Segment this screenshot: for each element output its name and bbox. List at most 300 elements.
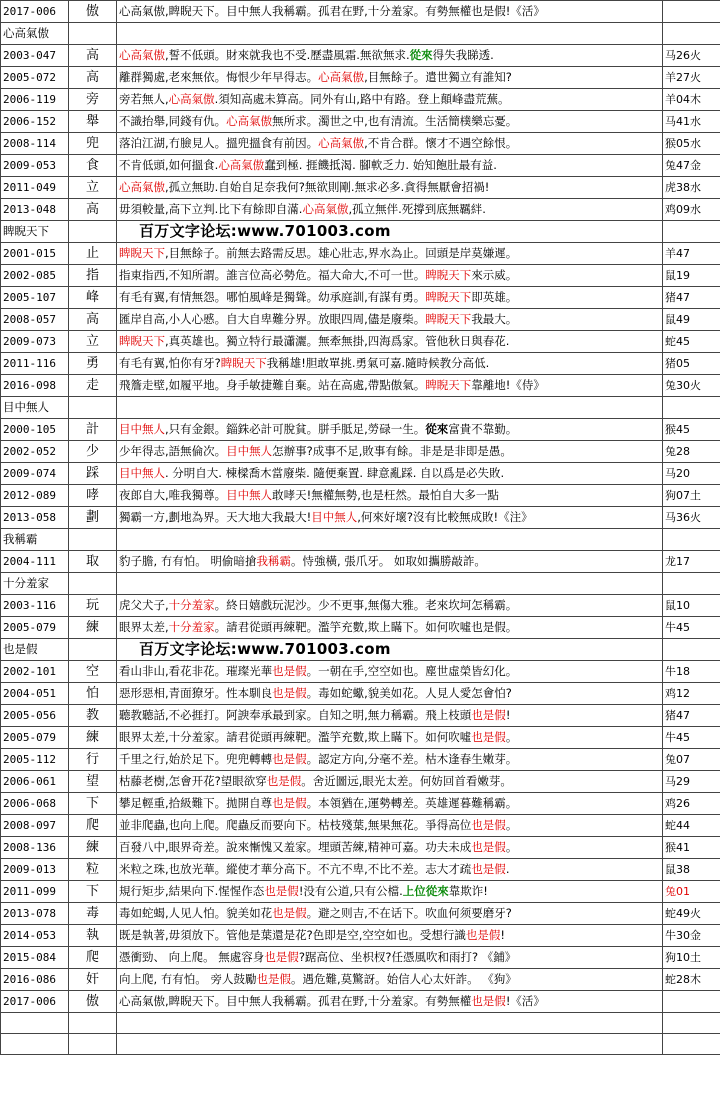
zodiac-sign: 马26火 — [663, 45, 720, 67]
key-character: 止 — [69, 243, 117, 265]
verse-segment: 睥睨天下 — [425, 312, 472, 326]
issue-id: 2009-074 — [1, 463, 69, 485]
table-row — [1, 573, 720, 595]
verse-segment: 也是假 — [465, 928, 501, 942]
verse-segment: 我稱霸 — [256, 554, 291, 568]
key-character: 玩 — [69, 595, 117, 617]
zodiac-sign: 马41水 — [663, 111, 720, 133]
issue-id: 2005-112 — [1, 749, 69, 771]
section-title: 睥睨天下 — [1, 221, 69, 243]
blank-cell — [69, 639, 117, 661]
verse-segment: ,真英雄也。獨立特行最瀟灑。無牽無掛,四海爲家。管他秋日與春花. — [165, 334, 510, 348]
verse-segment: ,孤立無助.自始自足奈我何?無欲則剛.無求必多.貪得無厭會招禍! — [165, 180, 490, 194]
key-character: 哮 — [69, 485, 117, 507]
table-row — [1, 287, 720, 309]
table-row — [1, 1034, 720, 1055]
zodiac-sign: 猪05 — [663, 353, 720, 375]
table-row — [1, 485, 720, 507]
blank-cell — [69, 1013, 117, 1034]
verse-segment: 蠢到極. 捱饑抵渴. 腳軟乏力. 始知飽肚最有益. — [264, 158, 497, 172]
verse-segment: 夜郎自大,唯我獨尊。 — [119, 488, 227, 502]
verse-segment: 睥睨天下 — [119, 334, 165, 348]
forum-banner: 百万文字论坛:www.701003.com — [117, 639, 663, 661]
issue-id: 2006-152 — [1, 111, 69, 133]
table-row — [1, 375, 720, 397]
issue-id: 2016-098 — [1, 375, 69, 397]
issue-id: 2005-072 — [1, 67, 69, 89]
blank-cell — [117, 573, 663, 595]
verse-segment: 。 — [505, 730, 518, 744]
verse-text — [117, 463, 663, 485]
verse-segment: 從來 — [425, 422, 449, 436]
key-character: 粒 — [69, 859, 117, 881]
verse-segment: 惡形惡相,青面獠牙。性本馴良 — [119, 686, 273, 700]
issue-id: 2006-068 — [1, 793, 69, 815]
key-character: 高 — [69, 199, 117, 221]
issue-id: 2008-136 — [1, 837, 69, 859]
blank-cell — [663, 23, 720, 45]
blank-cell — [663, 397, 720, 419]
table-row — [1, 463, 720, 485]
blank-cell — [117, 23, 663, 45]
verse-segment: 枯藤老樹,怎會开花?望眼欲穿 — [119, 774, 267, 788]
table-row — [1, 991, 720, 1013]
issue-id: 2005-056 — [1, 705, 69, 727]
verse-segment: 也是假 — [471, 862, 506, 876]
blank-cell — [69, 1034, 117, 1055]
zodiac-sign: 马20 — [663, 463, 720, 485]
verse-text — [117, 155, 663, 177]
table-row — [1, 177, 720, 199]
table-row — [1, 155, 720, 177]
verse-segment: ,何來好壞?沒有比較無成敗!《注》 — [357, 510, 533, 524]
key-character: 踩 — [69, 463, 117, 485]
table-row — [1, 111, 720, 133]
issue-id: 2017-006 — [1, 991, 69, 1013]
verse-segment: 落泊江湖,冇臉見人。搵兜搵食有前因。 — [119, 136, 319, 150]
issue-id: 2015-084 — [1, 947, 69, 969]
verse-text — [117, 837, 663, 859]
blank-cell — [69, 573, 117, 595]
key-character: 傲 — [69, 1, 117, 23]
zodiac-sign: 牛30金 — [663, 925, 720, 947]
verse-segment: 目中無人 — [226, 444, 273, 458]
issue-id: 2005-107 — [1, 287, 69, 309]
verse-segment: 攀足輕重,拾級難下。拋開自尊 — [119, 796, 273, 810]
verse-text — [117, 903, 663, 925]
zodiac-sign: 猴45 — [663, 419, 720, 441]
verse-segment: 規行矩步,結果向下.惺惺作态 — [119, 884, 265, 898]
verse-segment: 心高氣傲 — [168, 92, 215, 106]
verse-segment: 離群獨處,老來無依。悔恨少年早得志。 — [119, 70, 319, 84]
zodiac-sign: 羊47 — [663, 243, 720, 265]
key-character: 高 — [69, 45, 117, 67]
verse-segment: 指東指西,不知所謂。誰言位高必勢危。福大命大,不可一世。 — [119, 268, 426, 282]
verse-text — [117, 485, 663, 507]
verse-segment: 毒如蛇蝎,人见人怕。貌美如花 — [119, 906, 273, 920]
table-row — [1, 969, 720, 991]
blank-cell — [69, 221, 117, 243]
table-row — [1, 45, 720, 67]
verse-segment: 千里之行,始於足下。兜兜轉轉 — [119, 752, 273, 766]
verse-segment: 也是假 — [264, 884, 299, 898]
zodiac-sign: 猴05水 — [663, 133, 720, 155]
issue-id: 2002-101 — [1, 661, 69, 683]
blank-cell — [663, 1034, 720, 1055]
verse-segment: 飛簷走壁,如履平地。身手敏捷難自棄。站在高處,帶點傲氣。 — [119, 378, 426, 392]
verse-segment: 怎辦事?成事不足,敗事有餘。非是是非即是愚。 — [272, 444, 512, 458]
verse-text — [117, 969, 663, 991]
verse-segment: 也是假 — [264, 950, 299, 964]
verse-segment: 。請君從頭再練靶。濫竽充數,欺上瞞下。如何吹噓也是假。 — [214, 620, 518, 634]
verse-text — [117, 749, 663, 771]
zodiac-sign: 牛18 — [663, 661, 720, 683]
key-character: 奸 — [69, 969, 117, 991]
issue-id: 2008-114 — [1, 133, 69, 155]
verse-segment: 也是假 — [272, 752, 307, 766]
issue-id: 2003-116 — [1, 595, 69, 617]
verse-segment: 心高氣傲 — [302, 202, 349, 216]
issue-id: 2017-006 — [1, 1, 69, 23]
verse-segment: 。一朝在手,空空如也。塵世虛榮皆幻化。 — [306, 664, 518, 678]
zodiac-sign: 狗10土 — [663, 947, 720, 969]
zodiac-sign: 羊27火 — [663, 67, 720, 89]
verse-segment: 十分羞家 — [168, 598, 215, 612]
verse-segment: 。認定方向,分毫不差。枯木逢春生嫩芽。 — [306, 752, 518, 766]
key-character: 行 — [69, 749, 117, 771]
verse-segment: 也是假 — [471, 818, 506, 832]
table-row — [1, 925, 720, 947]
issue-id: 2002-085 — [1, 265, 69, 287]
blank-cell — [69, 23, 117, 45]
table-row — [1, 419, 720, 441]
verse-segment: 心高氣傲 — [318, 70, 365, 84]
verse-segment: 得失我睇透. — [432, 48, 494, 62]
table-row — [1, 199, 720, 221]
key-character: 爬 — [69, 947, 117, 969]
verse-segment: 心高氣傲 — [318, 136, 365, 150]
verse-text — [117, 617, 663, 639]
table-row — [1, 529, 720, 551]
verse-segment: ,孤立無伴.死撐到底無羈絆. — [348, 202, 486, 216]
verse-segment: 不識抬舉,同錢有仇。 — [119, 114, 227, 128]
table-row — [1, 353, 720, 375]
verse-text — [117, 199, 663, 221]
verse-text — [117, 661, 663, 683]
verse-segment: 。避之则吉,不在话下。吹血何须要磨牙? — [306, 906, 512, 920]
key-character: 毒 — [69, 903, 117, 925]
verse-segment: !《活》 — [505, 994, 545, 1008]
table-row — [1, 793, 720, 815]
verse-segment: 我最大。 — [471, 312, 518, 326]
key-character: 指 — [69, 265, 117, 287]
verse-segment: 我稱雄!胆敢單挑.勇氣可嘉.隨時候教分高低. — [266, 356, 490, 370]
verse-segment: 目中無人 — [119, 422, 165, 436]
issue-id: 2011-116 — [1, 353, 69, 375]
verse-segment: 也是假 — [272, 906, 307, 920]
verse-text — [117, 595, 663, 617]
verse-text — [117, 815, 663, 837]
zodiac-sign: 猪47 — [663, 705, 720, 727]
table-row — [1, 133, 720, 155]
key-character: 高 — [69, 67, 117, 89]
table-row — [1, 837, 720, 859]
zodiac-sign: 狗07土 — [663, 485, 720, 507]
table-row — [1, 771, 720, 793]
blank-cell — [663, 639, 720, 661]
section-title: 我稱霸 — [1, 529, 69, 551]
key-character: 高 — [69, 309, 117, 331]
verse-segment: 心高氣傲 — [226, 114, 273, 128]
verse-text — [117, 89, 663, 111]
zodiac-sign: 兔28 — [663, 441, 720, 463]
key-character: 教 — [69, 705, 117, 727]
verse-segment: 睥睨天下 — [425, 378, 472, 392]
verse-text — [117, 793, 663, 815]
section-title: 目中無人 — [1, 397, 69, 419]
verse-segment: 上位從來 — [402, 884, 449, 898]
issue-id: 2000-105 — [1, 419, 69, 441]
verse-segment: 睥睨天下 — [425, 290, 472, 304]
verse-text — [117, 375, 663, 397]
key-character: 下 — [69, 881, 117, 903]
verse-segment: ,只有金銀。錙銖必計可脫貧。胼手胝足,勞碌一生。 — [165, 422, 426, 436]
verse-text — [117, 551, 663, 573]
forum-banner: 百万文字论坛:www.701003.com — [117, 221, 663, 243]
verse-segment: 也是假 — [272, 686, 307, 700]
issue-id: 2011-099 — [1, 881, 69, 903]
verse-segment: 即英雄。 — [471, 290, 518, 304]
verse-segment: 目中無人 — [119, 466, 165, 480]
verse-segment: 並非爬蟲,也向上爬。爬蟲反而要向下。枯枝殘葉,無果無花。爭得高位 — [119, 818, 472, 832]
zodiac-sign: 兔07 — [663, 749, 720, 771]
verse-segment: 心高氣傲,睥睨天下。目中無人我稱霸。孤君在野,十分羞家。有勢無權 — [119, 994, 472, 1008]
section-title: 也是假 — [1, 639, 69, 661]
verse-segment: 十分羞家 — [168, 620, 215, 634]
verse-segment: 靠離地!《侍》 — [471, 378, 545, 392]
verse-segment: 目中無人 — [311, 510, 358, 524]
verse-segment: 。恃強橫, 張爪牙。 如取如攜勝敲詐。 — [290, 554, 486, 568]
blank-cell — [663, 573, 720, 595]
table-row — [1, 639, 720, 661]
zodiac-sign: 兔30火 — [663, 375, 720, 397]
verse-segment: 。 — [505, 818, 518, 832]
verse-segment: 百發八中,眼界奇差。說來慚愧又羞家。埋頭苦練,精神可嘉。功夫未成 — [119, 840, 472, 854]
key-character: 旁 — [69, 89, 117, 111]
verse-segment: 米粒之珠,也放光華。縱使才華分高下。不亢不卑,不比不差。志大才疏 — [119, 862, 472, 876]
zodiac-sign: 鼠10 — [663, 595, 720, 617]
table-row — [1, 749, 720, 771]
zodiac-sign: 鼠38 — [663, 859, 720, 881]
zodiac-sign: 鸡12 — [663, 683, 720, 705]
verse-segment: 敢哮天!無權無勢,也是枉然。最怕自大多一點 — [272, 488, 499, 502]
table-row — [1, 507, 720, 529]
key-character: 練 — [69, 837, 117, 859]
verse-segment: 心高氣傲 — [119, 180, 165, 194]
key-character: 望 — [69, 771, 117, 793]
verse-segment: 心高氣傲 — [119, 48, 165, 62]
table-row — [1, 397, 720, 419]
verse-segment: ! — [505, 708, 511, 722]
key-character: 少 — [69, 441, 117, 463]
table-row — [1, 551, 720, 573]
verse-segment: 靠欺诈! — [448, 884, 488, 898]
table-row — [1, 331, 720, 353]
key-character: 練 — [69, 617, 117, 639]
issue-id: 2008-057 — [1, 309, 69, 331]
verse-segment: .須知高處未算高。同外有山,路中有路。登上顛峰盡荒蕪。 — [214, 92, 510, 106]
verse-segment: 看山非山,看花非花。璀璨光華 — [119, 664, 273, 678]
verse-segment: 也是假 — [256, 972, 291, 986]
verse-segment: 也是假 — [266, 774, 302, 788]
verse-segment: 不肯低頭,如何搵食. — [119, 158, 219, 172]
key-character: 傲 — [69, 991, 117, 1013]
blank-cell — [69, 397, 117, 419]
key-character: 練 — [69, 727, 117, 749]
verse-segment: 。舍近圖远,眼光太差。何妨回首看嫩芽。 — [301, 774, 512, 788]
key-character: 勇 — [69, 353, 117, 375]
table-body — [1, 1, 720, 1055]
zodiac-sign: 猴41 — [663, 837, 720, 859]
blank-cell — [117, 1034, 663, 1055]
verse-segment: ! — [500, 928, 506, 942]
verse-text — [117, 771, 663, 793]
zodiac-sign: 鸡09水 — [663, 199, 720, 221]
verse-segment: ?踞高位、坐枳杈?任憑風吹和雨打? 《鋪》 — [298, 950, 517, 964]
verse-text — [117, 309, 663, 331]
verse-text — [117, 177, 663, 199]
verse-segment: 既是執著,毋須放下。管他是葉還是花?色即是空,空空如也。受想行識 — [119, 928, 466, 942]
verse-text — [117, 441, 663, 463]
issue-id: 2009-013 — [1, 859, 69, 881]
key-character: 峰 — [69, 287, 117, 309]
table-row — [1, 441, 720, 463]
zodiac-sign: 蛇49火 — [663, 903, 720, 925]
verse-segment: 也是假 — [471, 708, 506, 722]
verse-segment: 目中無人 — [226, 488, 273, 502]
zodiac-sign: 牛45 — [663, 727, 720, 749]
verse-segment: 也是假 — [272, 664, 307, 678]
verse-text — [117, 705, 663, 727]
table-row — [1, 23, 720, 45]
verse-text — [117, 727, 663, 749]
zodiac-sign: 兔47金 — [663, 155, 720, 177]
verse-text — [117, 133, 663, 155]
verse-text — [117, 243, 663, 265]
table-row — [1, 705, 720, 727]
key-character: 食 — [69, 155, 117, 177]
key-character: 計 — [69, 419, 117, 441]
key-character: 立 — [69, 331, 117, 353]
key-character: 兜 — [69, 133, 117, 155]
verse-segment: 少年得志,語無倫次。 — [119, 444, 227, 458]
key-character: 下 — [69, 793, 117, 815]
zodiac-sign: 猪47 — [663, 287, 720, 309]
verse-segment: 眼界太差,十分羞家。請君從頭再練靶。濫竽充數,欺上瞞下。如何吹噓 — [119, 730, 472, 744]
key-character: 走 — [69, 375, 117, 397]
issue-id: 2009-053 — [1, 155, 69, 177]
verse-segment: 。終日嬉戲玩泥沙。少不更事,無傷大雅。老來坎坷怎稱霸。 — [214, 598, 518, 612]
verse-text — [117, 353, 663, 375]
verse-text — [117, 947, 663, 969]
issue-id: 2011-049 — [1, 177, 69, 199]
verse-segment: 。本領猶在,運勢轉差。英雄遲暮難稱霸。 — [306, 796, 518, 810]
zodiac-sign: 鼠49 — [663, 309, 720, 331]
key-character: 怕 — [69, 683, 117, 705]
verse-segment: ,不肯合群。懷才不遇空餘恨。 — [364, 136, 518, 150]
verse-segment: 有毛有翼,有情無怨。哪怕風峰是獨聳。幼承庭訓,有謀有勇。 — [119, 290, 426, 304]
verse-segment: 睥睨天下 — [119, 246, 165, 260]
table-row — [1, 67, 720, 89]
issue-id: 2009-073 — [1, 331, 69, 353]
table-row — [1, 243, 720, 265]
key-character: 劃 — [69, 507, 117, 529]
blank-cell — [117, 529, 663, 551]
issue-id: 2002-052 — [1, 441, 69, 463]
verse-segment: 憑衝勁、 向上爬。 無處容身 — [119, 950, 265, 964]
verse-text — [117, 991, 663, 1013]
table-row — [1, 815, 720, 837]
verse-text — [117, 111, 663, 133]
verse-segment: 向上爬, 冇有怕。 旁人鼓勵 — [119, 972, 257, 986]
table-row — [1, 89, 720, 111]
blank-cell — [117, 1013, 663, 1034]
issue-id: 2014-053 — [1, 925, 69, 947]
verse-text — [117, 507, 663, 529]
verse-text — [117, 683, 663, 705]
verse-segment: ,目無餘子。遣世獨立有誰知? — [364, 70, 512, 84]
zodiac-sign: 蛇44 — [663, 815, 720, 837]
verse-segment: 富貴不靠勤。 — [448, 422, 518, 436]
verse-text — [117, 67, 663, 89]
verse-segment: . — [505, 862, 510, 876]
issue-id: 2003-047 — [1, 45, 69, 67]
verse-segment: 從來 — [409, 48, 433, 62]
verse-text — [117, 859, 663, 881]
zodiac-sign — [663, 1, 720, 23]
verse-segment: 獨霸一方,劃地為界。天大地大我最大! — [119, 510, 312, 524]
table-row — [1, 683, 720, 705]
verse-text — [117, 331, 663, 353]
key-character: 執 — [69, 925, 117, 947]
issue-id: 2008-097 — [1, 815, 69, 837]
zodiac-sign: 马36火 — [663, 507, 720, 529]
blank-cell — [663, 1013, 720, 1034]
zodiac-sign: 蛇28木 — [663, 969, 720, 991]
verse-segment: ,誓不低頭。財來就我也不受.歷盡風霜.無欲無求. — [165, 48, 410, 62]
table-row — [1, 1, 720, 23]
verse-segment: 來示威。 — [471, 268, 518, 282]
verse-text — [117, 1, 663, 23]
verse-segment: 。 — [505, 840, 518, 854]
verse-text — [117, 287, 663, 309]
table-row — [1, 903, 720, 925]
verse-segment: 也是假 — [471, 730, 506, 744]
issue-id: 2005-079 — [1, 617, 69, 639]
issue-id: 2001-015 — [1, 243, 69, 265]
table-row — [1, 595, 720, 617]
verse-segment: 睥睨天下 — [220, 356, 267, 370]
key-character: 立 — [69, 177, 117, 199]
issue-id: 2005-079 — [1, 727, 69, 749]
zodiac-sign: 牛45 — [663, 617, 720, 639]
verse-segment: ,目無餘子。前無去路需反思。雄心壯志,界水為止。回頭是岸莫嫌遲。 — [165, 246, 518, 260]
verse-text — [117, 45, 663, 67]
verse-segment: 也是假 — [471, 994, 506, 1008]
section-title: 十分羞家 — [1, 573, 69, 595]
zodiac-sign: 蛇45 — [663, 331, 720, 353]
verse-text — [117, 925, 663, 947]
